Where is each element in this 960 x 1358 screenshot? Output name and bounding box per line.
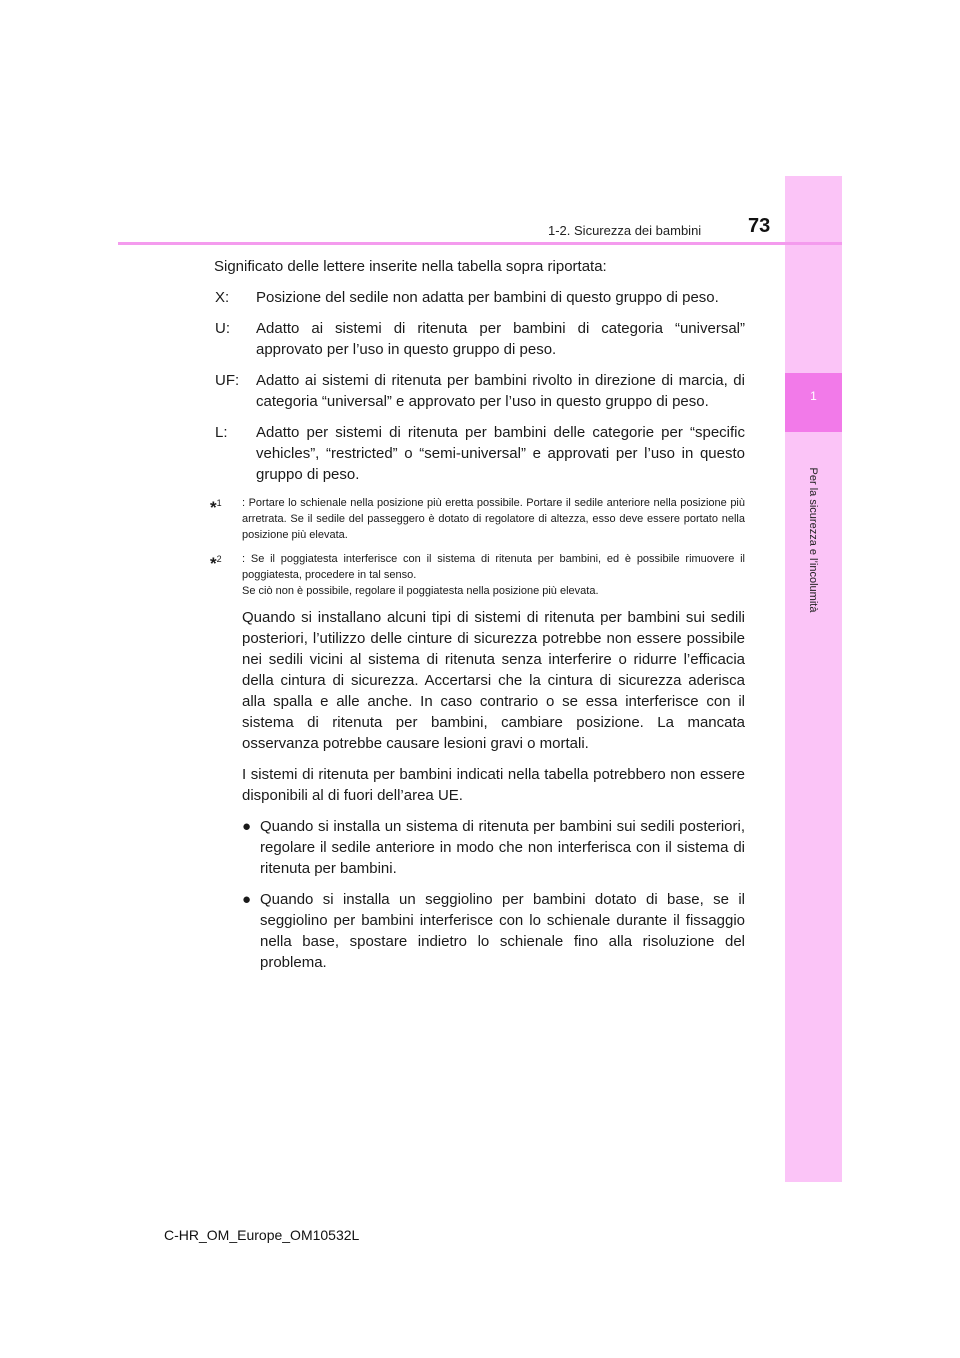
body-paragraph: I sistemi di ritenuta per bambini indicati nella tabella potrebbero non essere disponibili al di fuori dell’area UE. bbox=[242, 766, 745, 804]
legend-item bbox=[214, 370, 745, 412]
header-rule bbox=[118, 242, 842, 245]
legend-text: Adatto per sistemi di ritenuta per bambini delle categorie per “specific vehicles”, “restricted” o “semi-universal” e approvati per l’uso in questo gruppo di peso. bbox=[256, 424, 745, 483]
legend-text: Posizione del sedile non adatta per bambini di questo gruppo di peso. bbox=[256, 289, 719, 306]
footnote bbox=[210, 495, 745, 543]
footnote-marker: *$^2$ bbox=[210, 554, 222, 573]
legend-key: UF: bbox=[215, 372, 240, 389]
footnote-text: : Se il poggiatesta interferisce con il sistema di ritenuta per bambini, ed è possibile rimuovere il poggiatesta, procedere in tal senso. Se ciò non è possibile, regolare il poggiatesta nella posizione più elevata. bbox=[242, 553, 745, 597]
chapter-label: Per la sicurezza e l’incolumità bbox=[807, 467, 819, 613]
legend-intro: Significato delle lettere inserite nella tabella sopra riportata: bbox=[214, 258, 607, 275]
legend-text: Adatto ai sistemi di ritenuta per bambini di categoria “universal” approvato per l’uso in questo gruppo di peso. bbox=[256, 320, 745, 358]
footer-doc-code: C-HR_OM_Europe_OM10532L bbox=[164, 1227, 360, 1243]
chapter-number: 1 bbox=[810, 389, 817, 403]
page-number: 73 bbox=[748, 215, 771, 237]
footnote-marker: *$^1$ bbox=[210, 498, 222, 517]
bullet-item bbox=[242, 889, 745, 973]
chapter-side-tab bbox=[785, 176, 842, 1182]
legend-text: Adatto ai sistemi di ritenuta per bambini rivolto in direzione di marcia, di categoria “universal” e approvato per l’uso in questo gruppo di peso. bbox=[256, 372, 745, 410]
page-content bbox=[210, 256, 745, 983]
bullet-text: Quando si installa un sistema di ritenuta per bambini sui sedili posteriori, regolare il sedile anteriore in modo che non interferisca con il sistema di ritenuta per bambini. bbox=[260, 818, 745, 877]
legend-item bbox=[214, 422, 745, 485]
body-paragraph: Quando si installano alcuni tipi di sistemi di ritenuta per bambini sui sedili posteriori, l’utilizzo delle cinture di sicurezza potrebbe non essere possibile nei sedili vicini al sistema di ritenuta senza interferire o ridurre l’efficacia della cintura di sicurezza. Accertarsi che la cintura di sicurezza aderisca alla spalla e alle anche. In caso contrario o se essa interferisce con il sistema di ritenuta per bambini, cambiare posizione. La mancata osservanza potrebbe causare lesioni gravi o mortali. bbox=[242, 609, 745, 752]
legend-item bbox=[214, 287, 745, 308]
legend-key: U: bbox=[215, 320, 230, 337]
legend-key: X: bbox=[215, 289, 230, 306]
bullet-text: Quando si installa un seggiolino per bambini dotato di base, se il seggiolino per bambini interferisce con lo schienale durante il fissaggio nella base, spostare indietro lo schienale fino alla risoluzione del problema. bbox=[260, 891, 745, 971]
footnote bbox=[210, 551, 745, 599]
section-title: 1-2. Sicurezza dei bambini bbox=[548, 223, 702, 238]
legend-key: L: bbox=[215, 424, 228, 441]
bullet-icon: ● bbox=[242, 818, 252, 835]
footnote-text: : Portare lo schienale nella posizione più eretta possibile. Portare il sedile anteriore nella posizione più arretrata. Se il sedile del passeggero è dotato di regolatore di altezza, esso deve essere portato nella posizione più elevata. bbox=[242, 497, 745, 541]
legend-item bbox=[214, 318, 745, 360]
bullet-icon: ● bbox=[242, 891, 252, 908]
bullet-item bbox=[242, 816, 745, 879]
